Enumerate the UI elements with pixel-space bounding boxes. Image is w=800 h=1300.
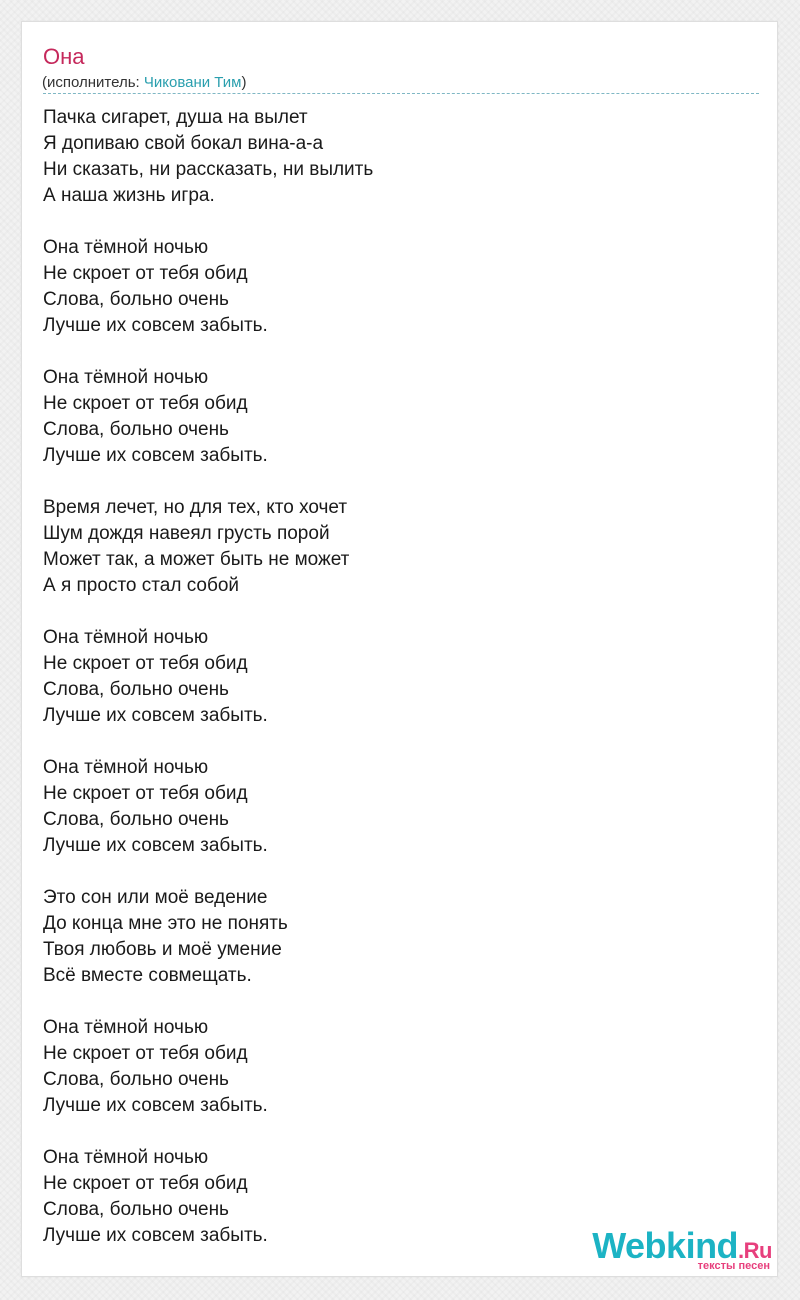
lyrics-stanza — [43, 235, 759, 339]
lyrics-stanza — [43, 625, 759, 729]
lyrics-stanza — [43, 105, 759, 209]
lyrics-stanza — [43, 755, 759, 859]
site-logo[interactable] — [580, 1225, 772, 1272]
lyrics-stanza — [43, 885, 759, 989]
lyrics-line: Она тёмной ночью — [43, 367, 209, 388]
lyrics-stanza — [43, 365, 759, 469]
lyrics-line: Лучше их совсем забыть. — [43, 1225, 268, 1246]
lyrics-line: Лучше их совсем забыть. — [43, 835, 268, 856]
lyrics-line: Слова, больно очень — [43, 809, 229, 830]
lyrics-line: Она тёмной ночью — [43, 1147, 209, 1168]
lyrics-line: Слова, больно очень — [43, 1069, 229, 1090]
lyrics-line: Слова, больно очень — [43, 1199, 229, 1220]
lyrics-line: Время лечет, но для тех, кто хочет — [43, 497, 348, 518]
logo-brand-text: Webkind — [592, 1225, 739, 1266]
title-divider — [43, 93, 759, 94]
lyrics-line: До конца мне это не понять — [43, 913, 288, 934]
lyrics-line: Слова, больно очень — [43, 419, 229, 440]
lyrics-line: Пачка сигарет, душа на вылет — [43, 107, 308, 128]
performer-line — [42, 74, 247, 92]
lyrics-line: Всё вместе совмещать. — [43, 965, 252, 986]
logo-tld: .Ru — [738, 1238, 772, 1263]
lyrics-line: Лучше их совсем забыть. — [43, 1095, 268, 1116]
logo-tagline: тексты песен — [697, 1260, 770, 1272]
song-title: Она — [43, 44, 85, 69]
lyrics-stanza — [43, 1015, 759, 1119]
lyrics-line: Может так, а может быть не может — [43, 549, 350, 570]
lyrics-line: Слова, больно очень — [43, 679, 229, 700]
lyrics-body — [43, 105, 759, 1275]
lyrics-line: Лучше их совсем забыть. — [43, 315, 268, 336]
lyrics-line: Она тёмной ночью — [43, 1017, 209, 1038]
lyrics-line: Ни сказать, ни рассказать, ни вылить — [43, 159, 374, 180]
lyrics-line: Не скроет от тебя обид — [43, 1043, 248, 1064]
lyrics-line: Шум дождя навеял грусть порой — [43, 523, 330, 544]
lyrics-line: Я допиваю свой бокал вина-а-а — [43, 133, 324, 154]
lyrics-line: Слова, больно очень — [43, 289, 229, 310]
lyrics-line: Не скроет от тебя обид — [43, 783, 248, 804]
lyrics-line: Не скроет от тебя обид — [43, 393, 248, 414]
lyrics-line: Она тёмной ночью — [43, 757, 209, 778]
lyrics-line: Лучше их совсем забыть. — [43, 705, 268, 726]
lyrics-line: Не скроет от тебя обид — [43, 1173, 248, 1194]
lyrics-stanza — [43, 495, 759, 599]
lyrics-line: Это сон или моё ведение — [43, 887, 268, 908]
lyrics-card — [21, 21, 778, 1277]
lyrics-line: Не скроет от тебя обид — [43, 653, 248, 674]
lyrics-line: Не скроет от тебя обид — [43, 263, 248, 284]
performer-suffix: ) — [241, 74, 247, 91]
lyrics-line: Она тёмной ночью — [43, 627, 209, 648]
lyrics-line: Она тёмной ночью — [43, 237, 209, 258]
performer-prefix: (исполнитель: — [42, 74, 144, 91]
lyrics-line: А наша жизнь игра. — [43, 185, 215, 206]
lyrics-line: А я просто стал собой — [43, 575, 240, 596]
lyrics-line: Лучше их совсем забыть. — [43, 445, 268, 466]
lyrics-line: Твоя любовь и моё умение — [43, 939, 282, 960]
artist-link[interactable]: Чиковани Тим — [143, 74, 242, 91]
